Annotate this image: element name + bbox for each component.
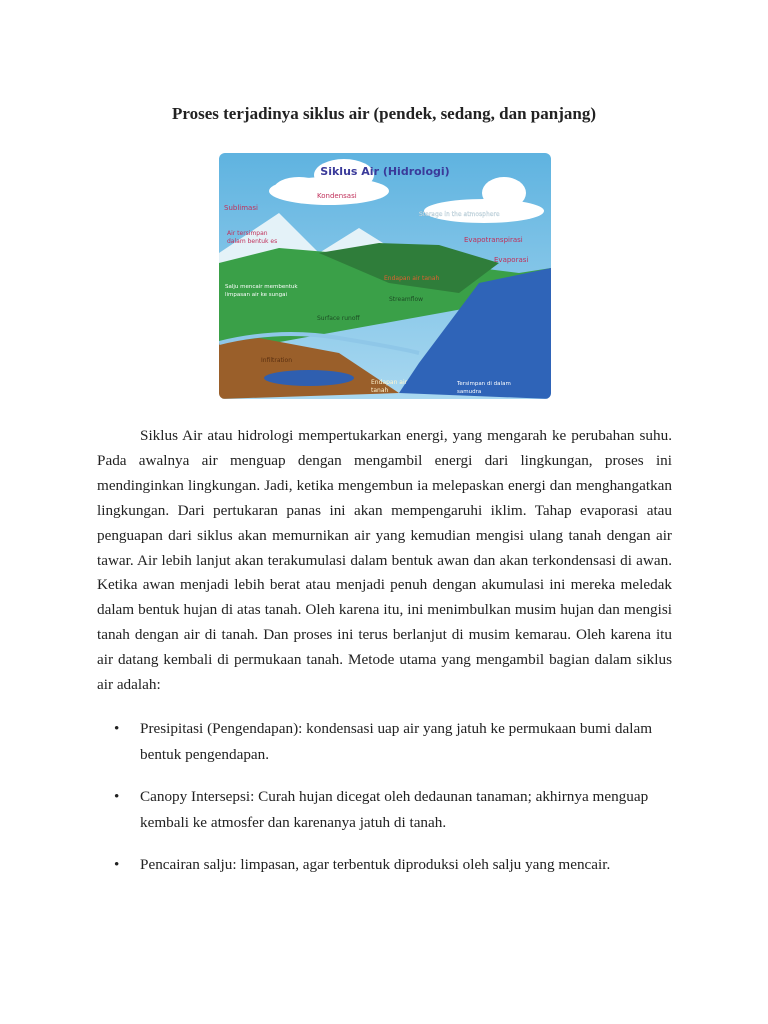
- bullet-list: [97, 716, 672, 895]
- svg-text:Sublimasi: Sublimasi: [224, 204, 258, 212]
- svg-text:Air tersimpan: Air tersimpan: [227, 230, 268, 237]
- svg-text:Kondensasi: Kondensasi: [317, 192, 357, 200]
- bullet-icon: •: [114, 788, 120, 805]
- svg-text:Streamflow: Streamflow: [389, 296, 424, 303]
- svg-text:Siklus Air (Hidrologi): Siklus Air (Hidrologi): [320, 165, 450, 178]
- svg-text:Endapan air tanah: Endapan air tanah: [384, 275, 440, 282]
- svg-text:Storage in the atmosphere: Storage in the atmosphere: [419, 211, 500, 218]
- water-cycle-diagram: [219, 153, 551, 399]
- list-item: • Pencairan salju: limpasan, agar terbentuk diproduksi oleh salju yang mencair.: [97, 852, 672, 878]
- svg-text:Salju mencair membentuk: Salju mencair membentuk: [225, 284, 298, 290]
- svg-text:Infiltration: Infiltration: [261, 357, 293, 364]
- svg-text:Evaporasi: Evaporasi: [494, 256, 529, 264]
- svg-text:Tersimpan di dalam: Tersimpan di dalam: [457, 381, 511, 387]
- svg-text:tanah: tanah: [371, 387, 389, 394]
- groundwater: [264, 370, 354, 386]
- svg-text:Evapotranspirasi: Evapotranspirasi: [464, 236, 523, 244]
- document-title: Proses terjadinya siklus air (pendek, sedang, dan panjang): [172, 104, 596, 123]
- bullet-icon: •: [114, 720, 120, 737]
- svg-text:dalam bentuk es: dalam bentuk es: [227, 238, 278, 245]
- list-item: • Presipitasi (Pengendapan): kondensasi uap air yang jatuh ke permukaan bumi dalam bentuk pengendapan.: [97, 716, 672, 767]
- svg-text:samudra: samudra: [457, 389, 482, 395]
- bullet-icon: •: [114, 856, 120, 873]
- svg-text:limpasan air ke sungai: limpasan air ke sungai: [225, 292, 288, 298]
- svg-text:Endapan air: Endapan air: [371, 379, 408, 386]
- body-paragraph: Siklus Air atau hidrologi mempertukarkan energi, yang mengarah ke perubahan suhu. Pada awalnya air menguap dengan mengambil energi dari lingkungan, proses ini mendinginkan lingkungan. Jadi, ketika mengembun ia melepaskan energi dan menghangatkan lingkungan. Dari pertukaran panas ini akan mempengaruhi iklim. Tahap evaporasi atau penguapan dari siklus akan memurnikan air yang kemudian mengisi ulang tanah dengan air tawar. Air lebih lanjut akan terakumulasi dalam bentuk awan dan akan terkondensasi di awan. Ketika awan menjadi lebih berat atau menjadi penuh dengan akumulasi ini mereka meledak dalam bentuk hujan di atas tanah. Oleh karena itu, ini menimbulkan musim hujan dan mengisi tanah dengan air di tanah. Dan proses ini terus berlanjut di musim kemarau. Oleh karena itu air datang kembali di permukaan tanah. Metode utama yang mengambil bagian dalam siklus air adalah:: [97, 427, 672, 694]
- list-item: • Canopy Intersepsi: Curah hujan dicegat oleh dedaunan tanaman; akhirnya menguap kembali ke atmosfer dan karenanya jatuh di tanah.: [97, 784, 672, 835]
- svg-text:Surface runoff: Surface runoff: [317, 315, 360, 322]
